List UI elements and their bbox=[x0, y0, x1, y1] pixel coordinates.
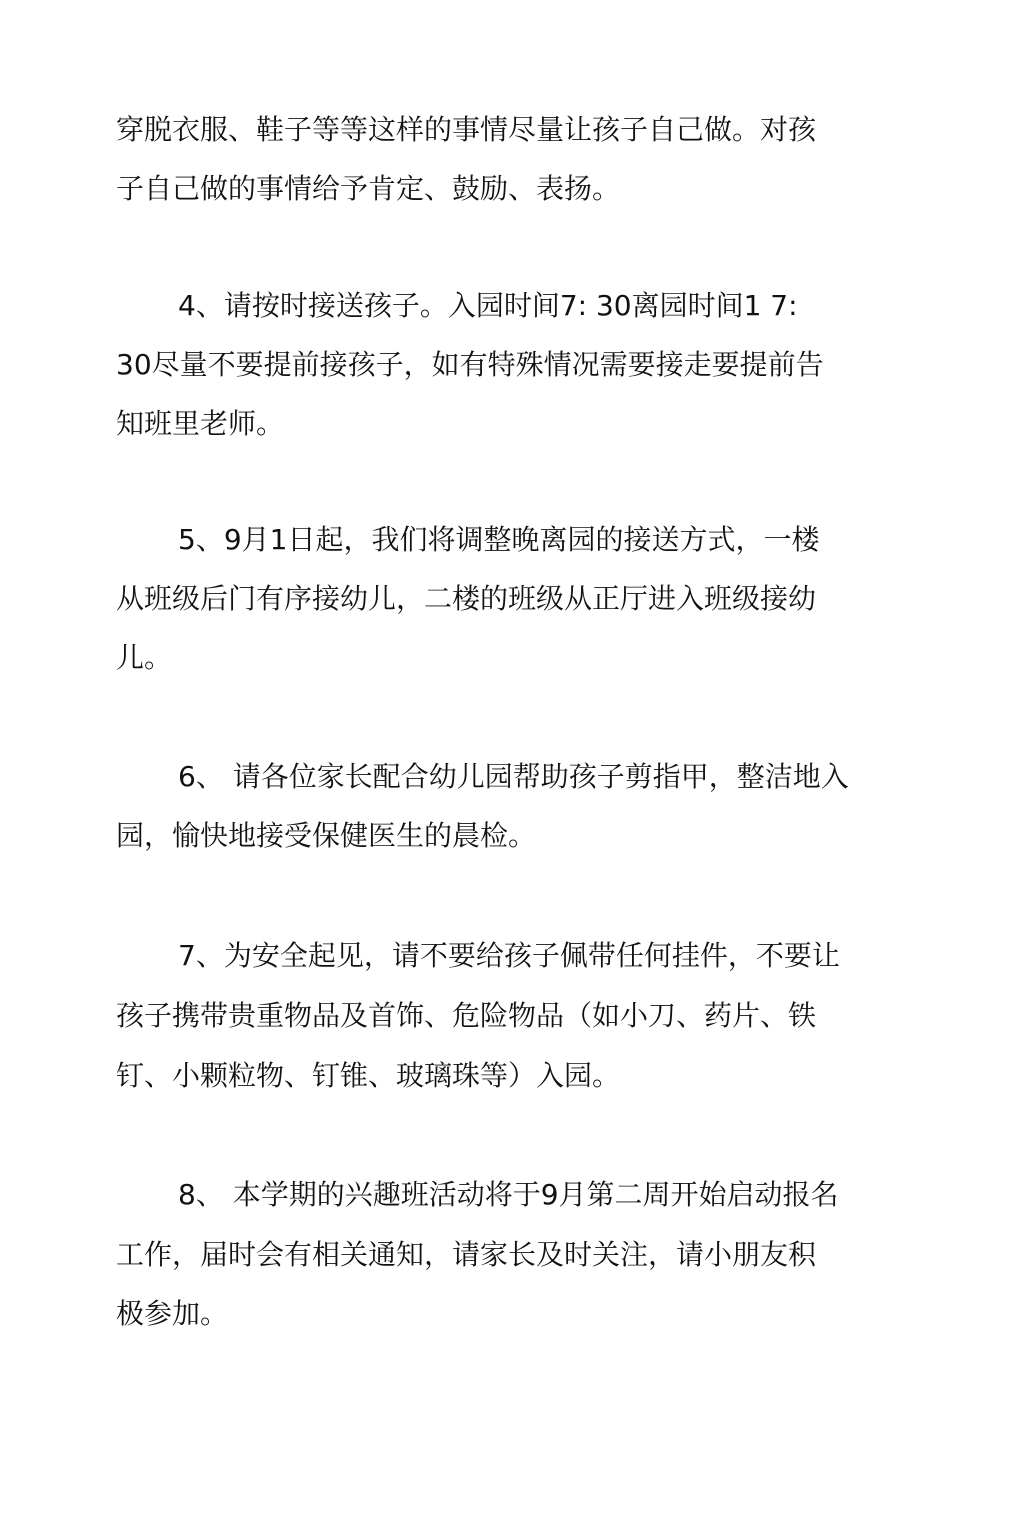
paragraph-5-line-1: 5、9月1日起，我们将调整晚离园的接送方式，一楼 bbox=[178, 523, 820, 556]
paragraph-7-line-3: 钉、小颗粒物、钉锥、玻璃珠等）入园。 bbox=[116, 1059, 621, 1092]
paragraph-4-line-2: 30尽量不要提前接孩子，如有特殊情况需要接走要提前告 bbox=[116, 348, 824, 381]
paragraph-7-line-1: 7、为安全起见，请不要给孩子佩带任何挂件，不要让 bbox=[178, 939, 840, 972]
paragraph-5-line-3: 儿。 bbox=[116, 641, 173, 674]
paragraph-6-line-2: 园，愉快地接受保健医生的晨检。 bbox=[116, 819, 537, 852]
paragraph-5-line-2: 从班级后门有序接幼儿，二楼的班级从正厅进入班级接幼 bbox=[116, 582, 817, 615]
paragraph-6-line-1: 6、 请各位家长配合幼儿园帮助孩子剪指甲，整洁地入 bbox=[178, 760, 849, 793]
paragraph-4-line-1: 4、请按时接送孩子。入园时间7: 30离园时间1 7: bbox=[178, 289, 798, 322]
paragraph-8-line-3: 极参加。 bbox=[116, 1297, 229, 1330]
paragraph-intro-line-1: 穿脱衣服、鞋子等等这样的事情尽量让孩子自己做。对孩 bbox=[116, 113, 817, 146]
paragraph-7-line-2: 孩子携带贵重物品及首饰、危险物品（如小刀、药片、铁 bbox=[116, 999, 817, 1032]
paragraph-4-line-3: 知班里老师。 bbox=[116, 407, 285, 440]
paragraph-intro-line-2: 子自己做的事情给予肯定、鼓励、表扬。 bbox=[116, 172, 621, 205]
paragraph-8-line-1: 8、 本学期的兴趣班活动将于9月第二周开始启动报名 bbox=[178, 1178, 839, 1211]
paragraph-8-line-2: 工作，届时会有相关通知，请家长及时关注，请小朋友积 bbox=[116, 1238, 817, 1271]
